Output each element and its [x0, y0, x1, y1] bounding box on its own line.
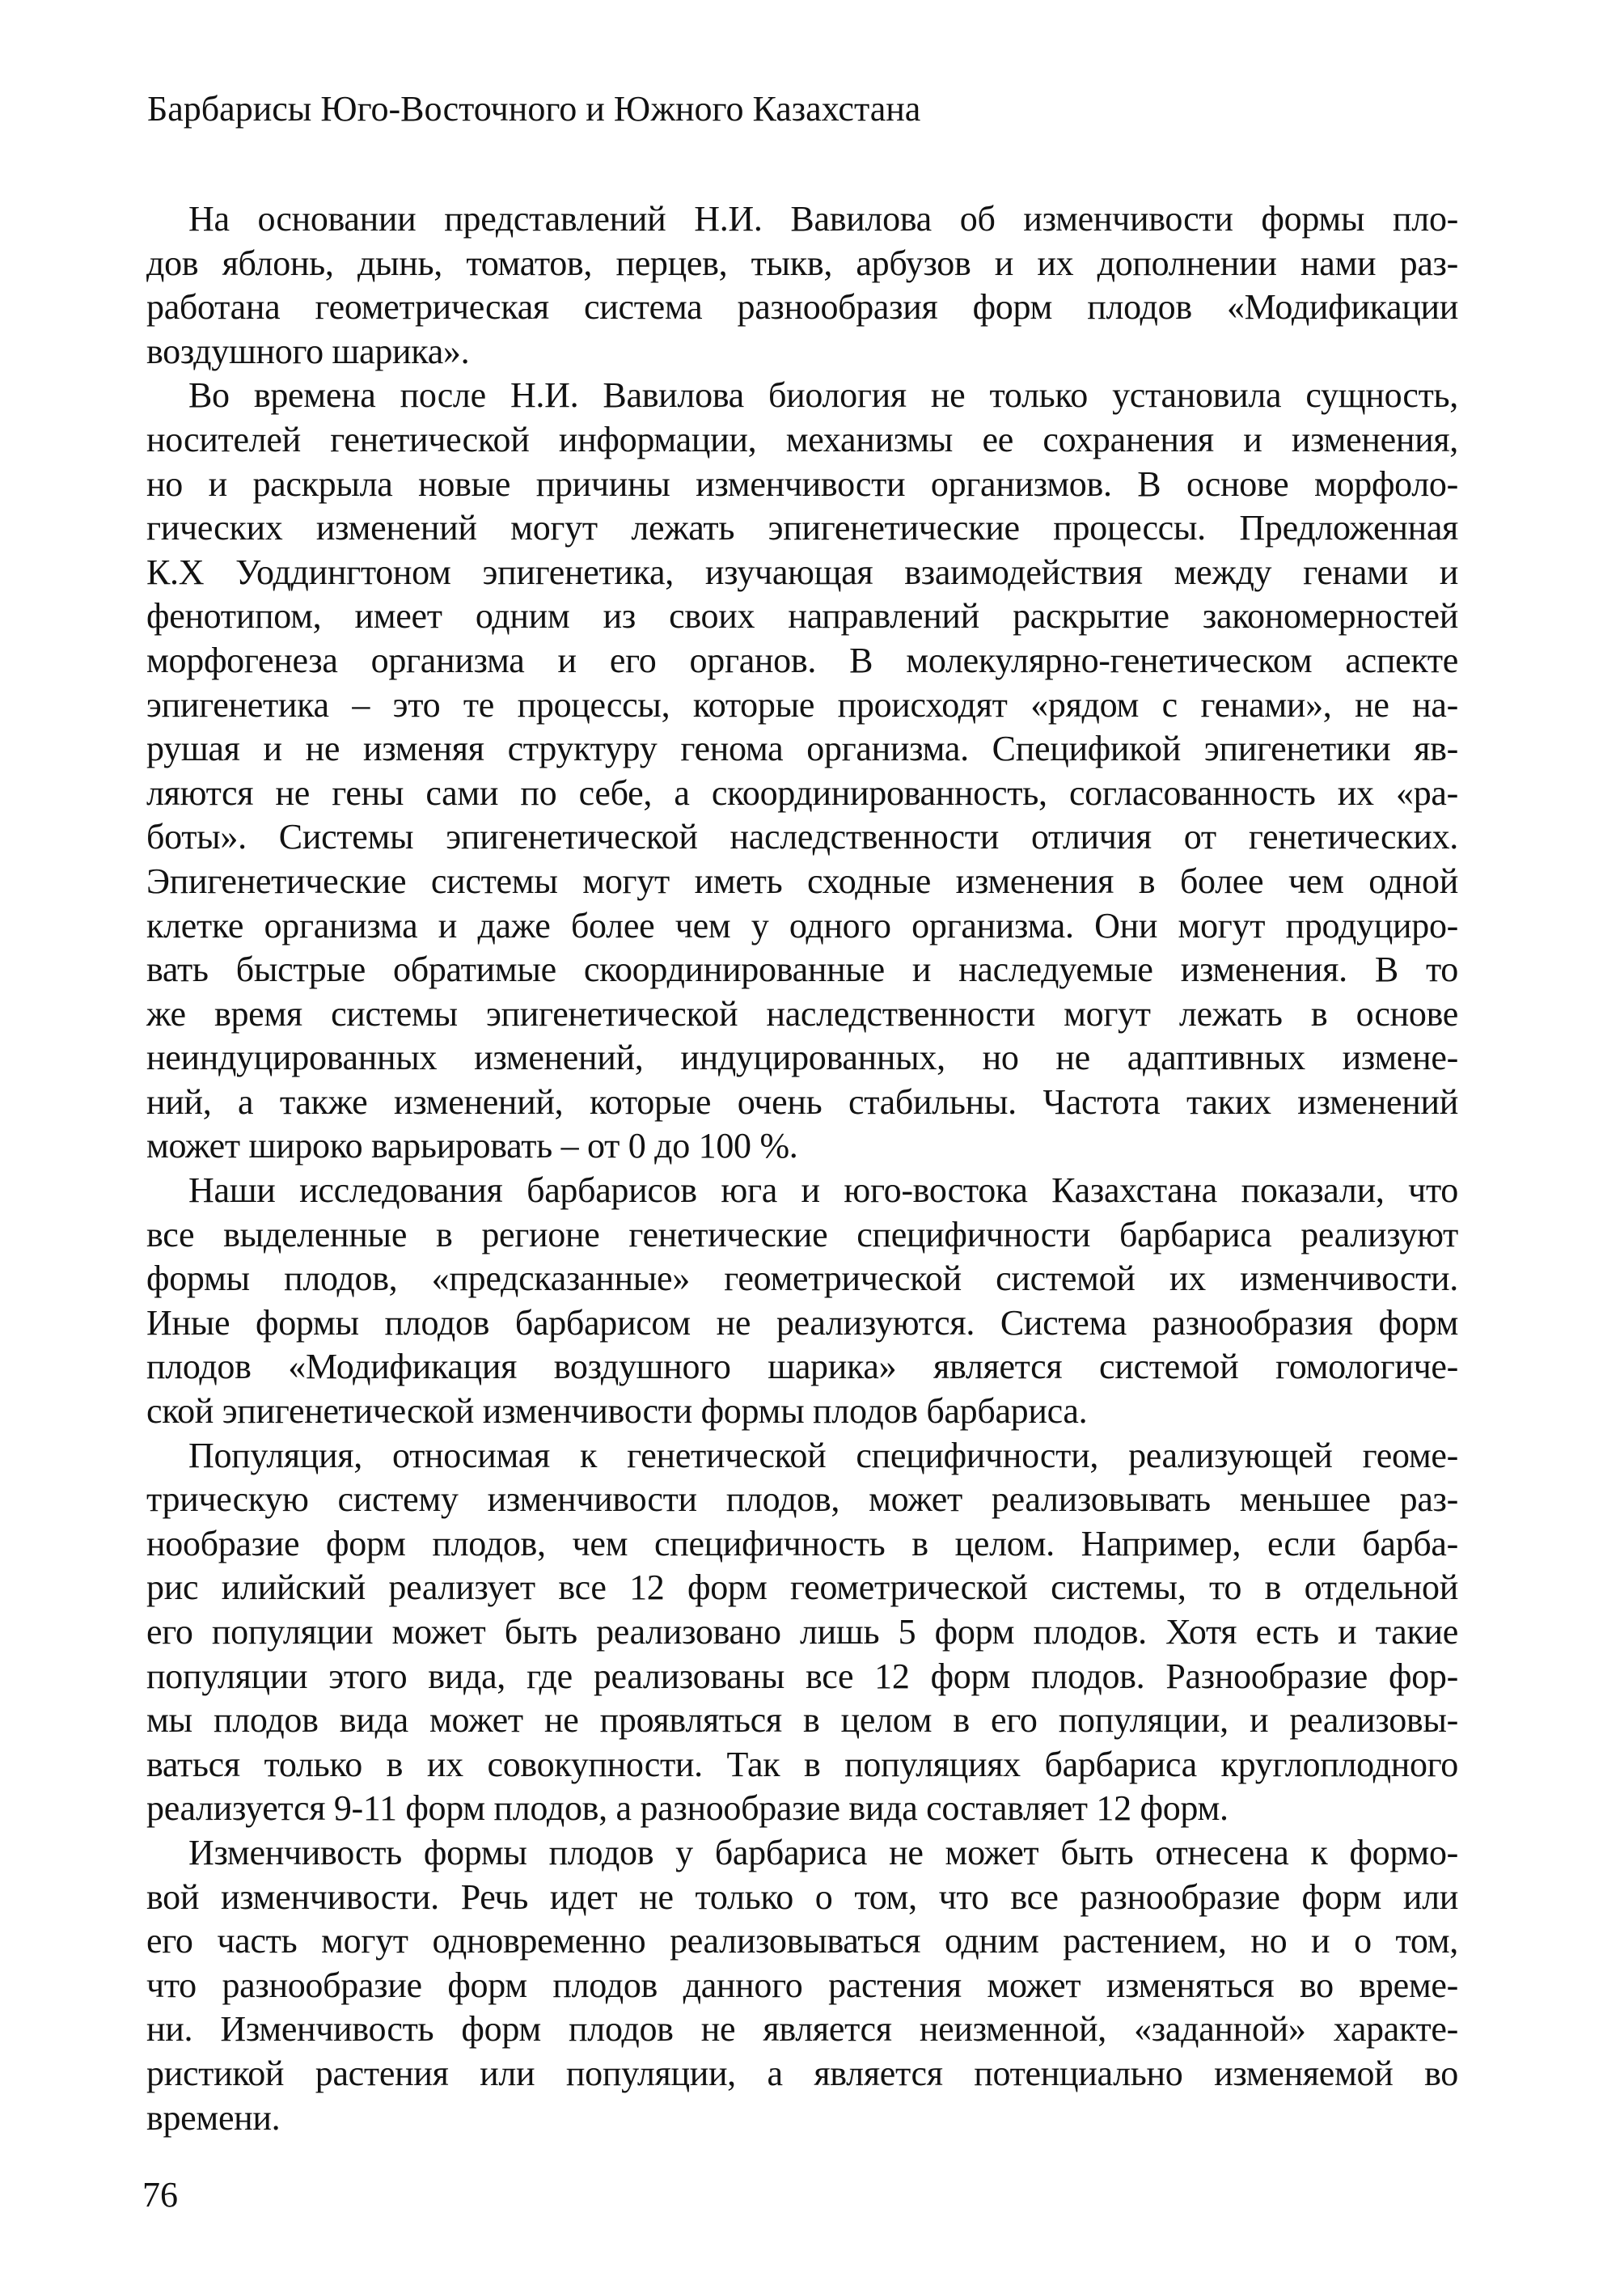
text-line: вой изменчивости. Речь идет не только о том, что все разнообразие форм или [146, 1876, 1458, 1917]
text-line: мы плодов вида может не проявляться в целом в его популяции, и реализовы- [146, 1700, 1458, 1741]
text-line: К.Х Уоддингтоном эпигенетика, изучающая взаимодействия между генами и [146, 552, 1458, 592]
text-line: гических изменений могут лежать эпигенетические процессы. Предложенная [146, 508, 1458, 548]
text-line: популяции этого вида, где реализованы все 12 форм плодов. Разнообразие фор- [146, 1656, 1458, 1696]
paragraph [146, 374, 1458, 1169]
text-line: Во времена после Н.И. Вавилова биология не только установила сущность, [188, 375, 1458, 416]
text-line: Эпигенетические системы могут иметь сходные изменения в более чем одной [146, 861, 1458, 901]
text-line: рис илийский реализует все 12 форм геометрической системы, то в отдельной [146, 1567, 1458, 1608]
paragraph [146, 1169, 1458, 1434]
text-line: формы плодов, «предсказанные» геометрической системой их изменчивости. [146, 1259, 1458, 1299]
paragraph [146, 197, 1458, 374]
text-line: ни. Изменчивость форм плодов не является неизменной, «заданной» характе- [146, 2009, 1458, 2050]
text-line: плодов «Модификация воздушного шарика» является системой гомологиче- [146, 1347, 1458, 1387]
text-line: вать быстрые обратимые скоординированные и наследуемые изменения. В то [146, 950, 1458, 990]
text-line: На основании представлений Н.И. Вавилова об изменчивости формы пло- [188, 199, 1458, 239]
text-line: неиндуцированных изменений, индуцированных, но не адаптивных измене- [146, 1038, 1458, 1078]
text-line: Изменчивость формы плодов у барбариса не может быть отнесена к формо- [188, 1832, 1458, 1872]
text-line: но и раскрыла новые причины изменчивости организмов. В основе морфоло- [146, 463, 1458, 504]
text-line: что разнообразие форм плодов данного растения может изменяться во време- [146, 1965, 1458, 2005]
text-line: воздушного шарика». [146, 331, 470, 371]
body-text [146, 197, 1458, 2140]
text-line: боты». Системы эпигенетической наследственности отличия от генетических. [146, 817, 1458, 857]
text-line: ляются не гены сами по себе, а скоординированность, согласованность их «ра- [146, 772, 1458, 813]
text-line: ристикой растения или популяции, а является потенциально изменяемой во [146, 2053, 1458, 2093]
text-line: реализуется 9-11 форм плодов, а разнообразие вида составляет 12 форм. [146, 1788, 1229, 1829]
page-number: 76 [142, 2175, 178, 2215]
text-line: все выделенные в регионе генетические специфичности барбариса реализуют [146, 1214, 1458, 1254]
running-head: Барбарисы Юго-Восточного и Южного Казахстана [147, 89, 921, 129]
text-line: его популяции может быть реализовано лишь 5 форм плодов. Хотя есть и такие [146, 1612, 1458, 1652]
paragraph [146, 1434, 1458, 1831]
text-line: трическую систему изменчивости плодов, может реализовывать меньшее раз- [146, 1479, 1458, 1520]
text-line: клетке организма и даже более чем у одного организма. Они могут продуциро- [146, 905, 1458, 946]
text-line: рушая и не изменяя структуру генома организма. Спецификой эпигенетики яв- [146, 729, 1458, 769]
text-line: Иные формы плодов барбарисом не реализуются. Система разнообразия форм [146, 1302, 1458, 1343]
text-line: ний, а также изменений, которые очень стабильны. Частота таких изменений [146, 1081, 1458, 1122]
paragraph [146, 1831, 1458, 2140]
text-line: ской эпигенетической изменчивости формы плодов барбариса. [146, 1391, 1088, 1432]
text-line: носителей генетической информации, механизмы ее сохранения и изменения, [146, 419, 1458, 459]
text-line: дов яблонь, дынь, томатов, перцев, тыкв, арбузов и их дополнении нами раз- [146, 243, 1458, 283]
text-line: морфогенеза организма и его органов. В молекулярно-генетическом аспекте [146, 640, 1458, 680]
text-line: эпигенетика – это те процессы, которые происходят «рядом с генами», не на- [146, 684, 1458, 725]
text-line: нообразие форм плодов, чем специфичность в целом. Например, если барба- [146, 1523, 1458, 1563]
text-line: ваться только в их совокупности. Так в популяциях барбариса круглоплодного [146, 1744, 1458, 1784]
text-line: работана геометрическая система разнообразия форм плодов «Модификации [146, 287, 1458, 328]
text-line: же время системы эпигенетической наследственности могут лежать в основе [146, 993, 1458, 1034]
text-line: его часть могут одновременно реализовываться одним растением, но и о том, [146, 1921, 1458, 1961]
text-line: Популяция, относимая к генетической специфичности, реализующей геоме- [188, 1435, 1458, 1475]
text-line: может широко варьировать – от 0 до 100 %. [146, 1126, 798, 1166]
text-line: фенотипом, имеет одним из своих направлений раскрытие закономерностей [146, 596, 1458, 637]
text-line: времени. [146, 2097, 281, 2138]
text-line: Наши исследования барбарисов юга и юго-востока Казахстана показали, что [188, 1170, 1458, 1211]
